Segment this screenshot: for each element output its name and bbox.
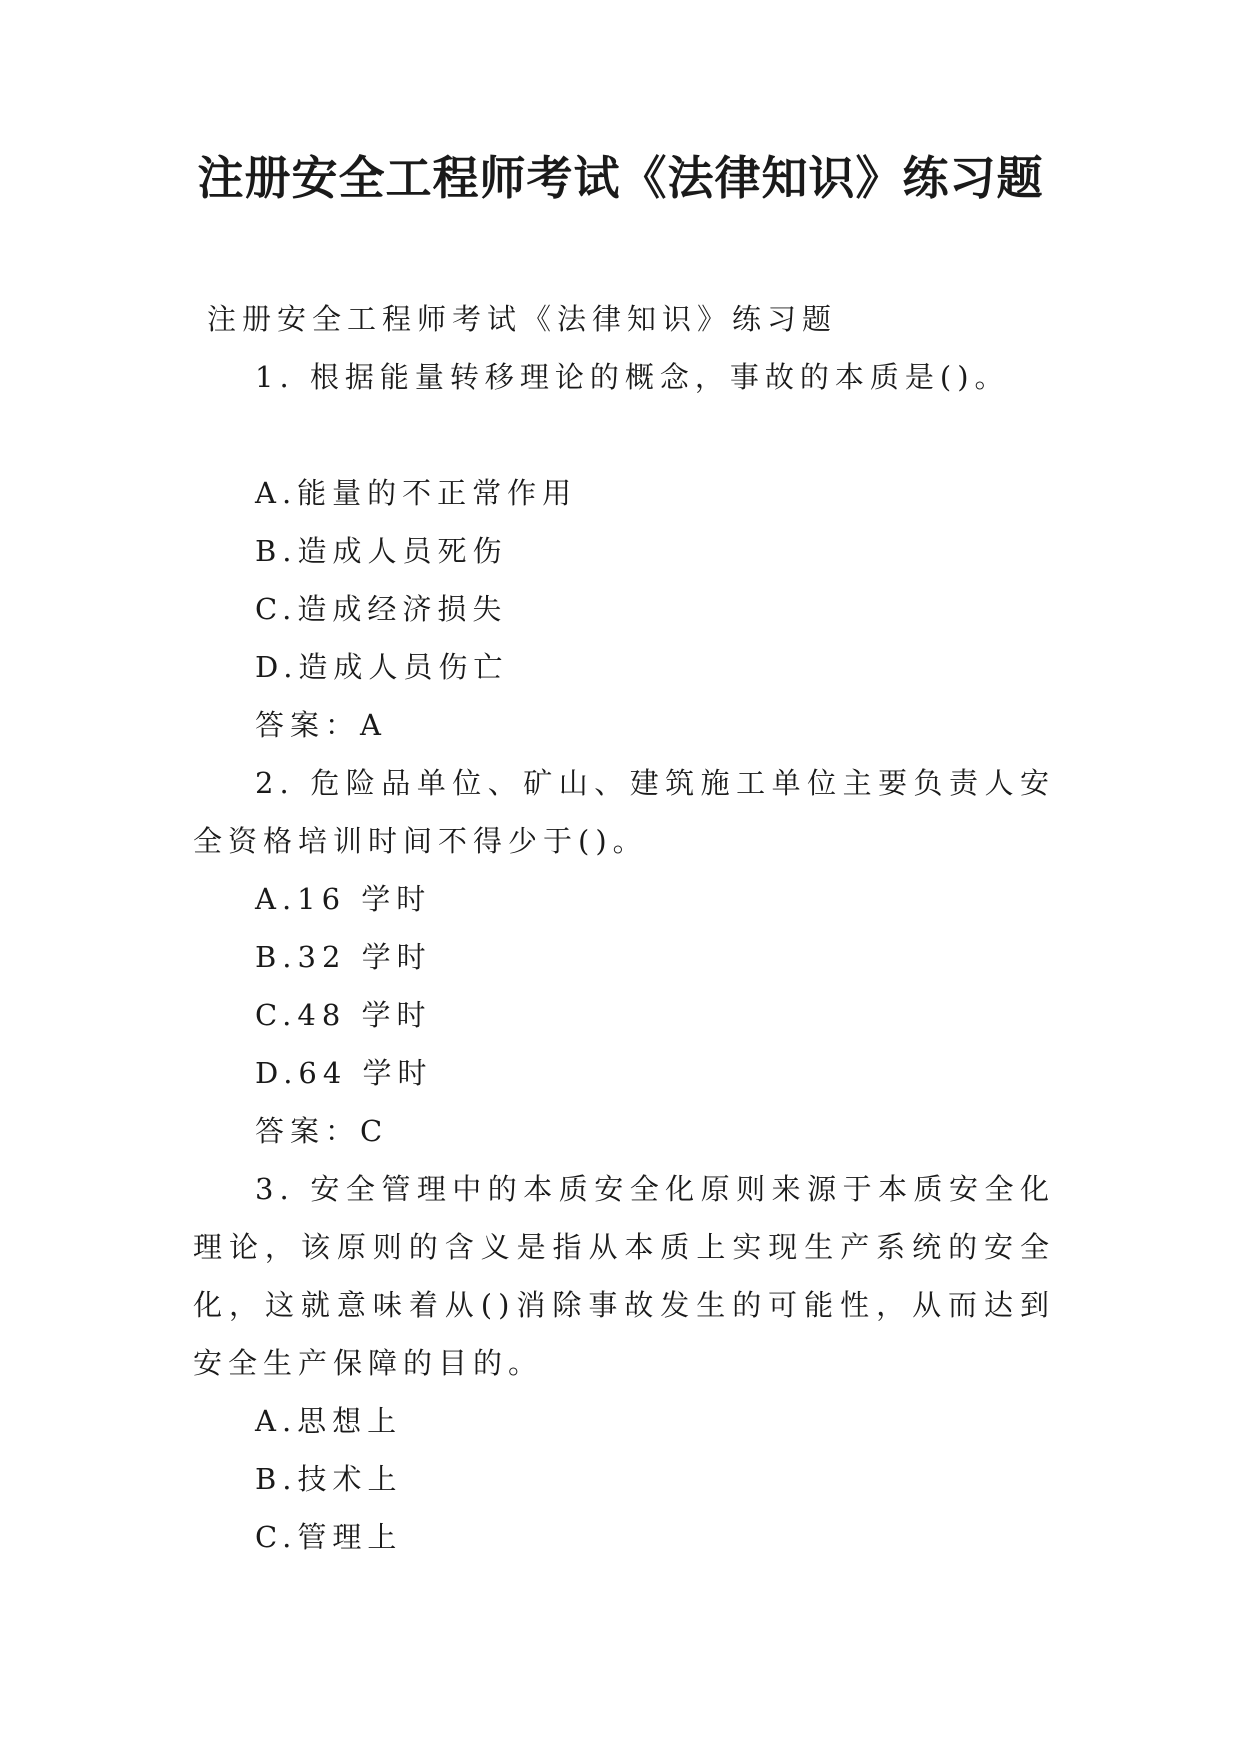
question-3-stem: 3. 安全管理中的本质安全化原则来源于本质安全化理论，该原则的含义是指从本质上实现生产系统的安全化，这就意味着从()消除事故发生的可能性，从而达到安全生产保障的目的。: [193, 1172, 1055, 1380]
question-3-option-c: C.管理上: [255, 1520, 403, 1554]
question-1-option-a: A.能量的不正常作用: [255, 476, 578, 510]
blank-spacer: [193, 406, 1055, 464]
question-3-option-a: A.思想上: [255, 1404, 403, 1438]
question-1-stem: 1. 根据能量转移理论的概念，事故的本质是()。: [255, 360, 1010, 394]
document-body: [193, 290, 1055, 1566]
document-title: 注册安全工程师考试《法律知识》练习题: [197, 151, 1044, 205]
question-2-option-a: A.16 学时: [255, 882, 432, 916]
question-1-answer: 答案：A: [255, 708, 387, 742]
question-2-option-c: C.48 学时: [255, 998, 432, 1032]
question-1-option-d: D.造成人员伤亡: [255, 650, 509, 684]
question-2-answer: 答案：C: [255, 1114, 389, 1148]
question-1-option-b: B.造成人员死伤: [255, 534, 508, 568]
question-3-option-b: B.技术上: [255, 1462, 403, 1496]
question-2-stem: 2. 危险品单位、矿山、建筑施工单位主要负责人安全资格培训时间不得少于()。: [193, 766, 1055, 858]
question-1-option-c: C.造成经济损失: [255, 592, 508, 626]
document-subtitle: 注册安全工程师考试《法律知识》练习题: [207, 302, 838, 336]
question-2-option-d: D.64 学时: [255, 1056, 433, 1090]
question-2-option-b: B.32 学时: [255, 940, 432, 974]
